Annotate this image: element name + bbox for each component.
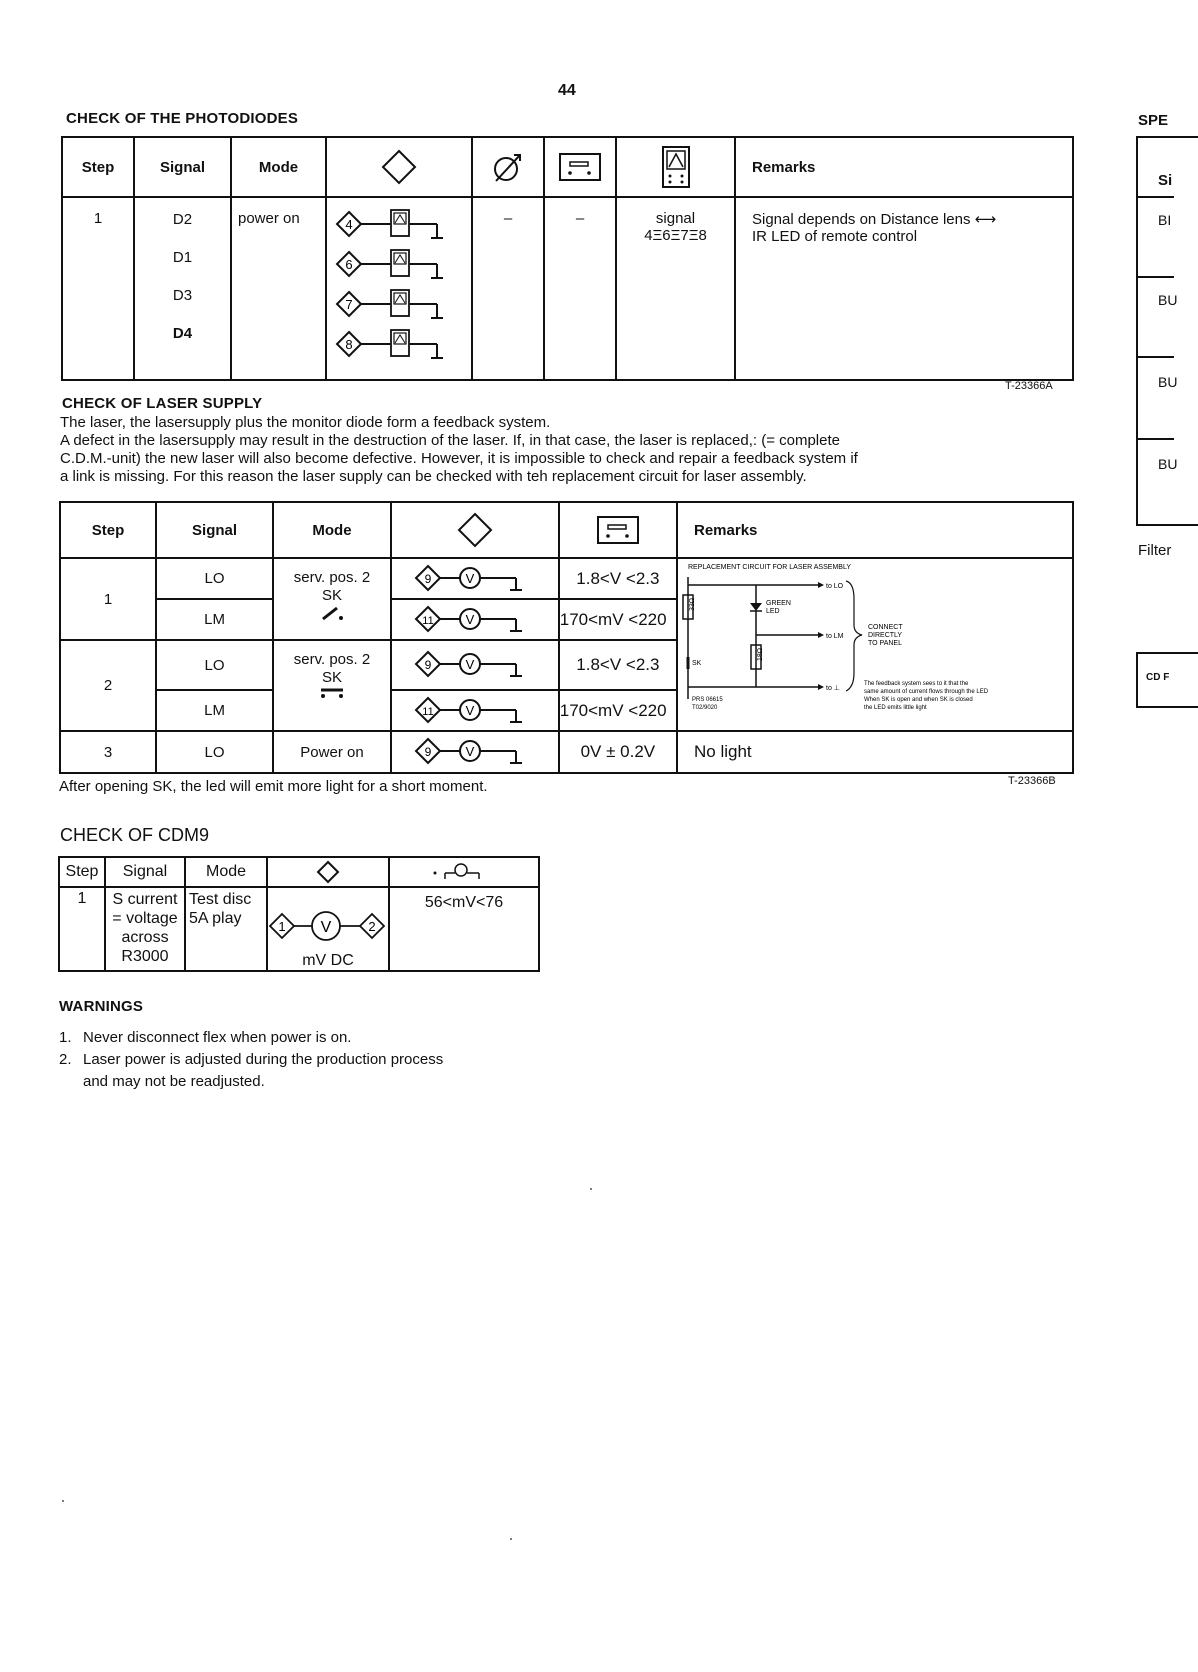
ls-header-probe xyxy=(391,502,559,558)
cdm9-signal-line-2: = voltage xyxy=(112,910,178,927)
probe-point-4: 4 xyxy=(345,217,353,232)
cdm9-mode-line-1: Test disc xyxy=(189,891,252,908)
ph-header-meter xyxy=(544,137,616,197)
adjacent-divider-4 xyxy=(1138,438,1174,440)
voltmeter-letter: V xyxy=(465,702,475,718)
voltmeter-letter: V xyxy=(465,744,475,759)
adjacent-divider-2 xyxy=(1138,276,1174,278)
signal-d2: D2 xyxy=(172,211,193,228)
ls-header-mode: Mode xyxy=(273,502,391,558)
warnings-list xyxy=(59,1027,443,1093)
ls-mode-2 xyxy=(273,640,391,731)
ls-value-1a: 1.8<V <2.3 xyxy=(559,558,677,599)
voltmeter-letter: V xyxy=(320,919,332,936)
switch-open-icon xyxy=(317,686,347,700)
probe-point-8: 8 xyxy=(345,337,353,352)
to-lo-label: to LO xyxy=(826,583,844,590)
cdm9-probe xyxy=(267,887,389,971)
paragraph-line-4: a link is missing. For this reason the laser supply can be checked with teh replacement circuit for laser assembly. xyxy=(60,468,807,485)
part-number-1: PRS 06615 xyxy=(692,697,723,703)
laser-supply-table xyxy=(59,501,1074,774)
probe-point-label: 9 xyxy=(424,571,432,586)
green-label: GREEN xyxy=(766,600,791,607)
adjacent-divider-1 xyxy=(1138,196,1174,198)
ls-header-remarks: Remarks xyxy=(677,502,1073,558)
cdm9-signal-line-3: across xyxy=(121,929,169,946)
probe-point-label: 11 xyxy=(422,705,434,718)
photodiodes-ref: T-23366A xyxy=(1005,380,1053,392)
ls-remarks-3: No light xyxy=(677,731,1073,773)
cdm9-header-step: Step xyxy=(59,857,105,887)
oscilloscope-icon xyxy=(661,145,691,189)
signal-d4: D4 xyxy=(172,325,193,342)
cdm9-table xyxy=(58,856,540,972)
probe-point-label: 11 xyxy=(422,614,434,627)
ls-probe-2a xyxy=(391,640,559,690)
ls-signal-2a: LO xyxy=(156,640,273,690)
ph-header-dc xyxy=(472,137,544,197)
probe-11-voltmeter xyxy=(416,603,546,637)
cdm9-signal xyxy=(105,887,185,971)
switch-closed-icon xyxy=(317,604,347,622)
note-line-4: the LED emits little light xyxy=(864,705,927,711)
probe-11-voltmeter xyxy=(416,694,546,728)
voltmeter-letter: V xyxy=(465,570,475,586)
cdm9-mode-line-2: 5A play xyxy=(189,910,242,927)
scan-speck xyxy=(590,1188,592,1190)
cdm9-header-probe xyxy=(267,857,389,887)
ph-step: 1 xyxy=(62,197,134,380)
sk-label: SK xyxy=(692,660,702,667)
to-gnd-label: to ⊥ xyxy=(826,685,840,692)
ls-header-signal: Signal xyxy=(156,502,273,558)
ls-mode-3: Power on xyxy=(273,731,391,773)
ph-dc-value: – xyxy=(472,197,544,380)
probe-diamond-icon xyxy=(379,147,419,187)
connect-line-3: TO PANEL xyxy=(868,640,902,647)
mode-serv-pos: serv. pos. 2 xyxy=(293,569,371,586)
probe-7-group xyxy=(337,290,443,318)
warning-item-1 xyxy=(59,1027,443,1049)
ls-probe-1b xyxy=(391,599,559,640)
cdm9-signal-line-4: R3000 xyxy=(121,948,169,965)
cdm9-mode xyxy=(185,887,267,971)
ph-header-step: Step xyxy=(62,137,134,197)
ph-signals xyxy=(134,197,231,380)
adjacent-col-header: Si xyxy=(1158,172,1173,189)
adjacent-row-4: BU xyxy=(1158,456,1178,472)
part-number-2: T02/9020 xyxy=(692,705,718,711)
cdm9-title: CHECK OF CDM9 xyxy=(60,825,210,845)
laser-supply-paragraph xyxy=(60,414,858,486)
probe-8-group xyxy=(337,330,443,358)
adjacent-row-1: BI xyxy=(1158,212,1172,228)
led-label: LED xyxy=(766,608,780,615)
warning-num-2: 2. xyxy=(59,1051,72,1068)
ls-value-2b: 170<mV <220 xyxy=(559,690,677,731)
ls-value-1b: 170<mV <220 xyxy=(559,599,677,640)
warning-text-1: Never disconnect flex when power is on. xyxy=(83,1029,352,1046)
to-lm-label: to LM xyxy=(826,633,844,640)
replacement-circuit-cell xyxy=(677,558,1073,731)
ls-signal-3: LO xyxy=(156,731,273,773)
paragraph-line-3: C.D.M.-unit) the new laser will also become defective. However, it is impossible to check and repair a feedback system if xyxy=(60,450,858,467)
cdm9-value: 56<mV<76 xyxy=(389,887,539,971)
signal-d1: D1 xyxy=(172,249,193,266)
page-number: 44 xyxy=(558,82,576,99)
probe-diamond-icon xyxy=(316,860,340,884)
probe-9-voltmeter xyxy=(416,562,546,596)
ph-probes xyxy=(326,197,472,380)
probe-point-6: 6 xyxy=(345,257,353,272)
remarks-line-1: Signal depends on Distance lens ⟷ xyxy=(752,211,997,228)
ls-signal-2b: LM xyxy=(156,690,273,731)
adjacent-divider-3 xyxy=(1138,356,1174,358)
scan-speck xyxy=(510,1538,512,1540)
probe-point-2: 2 xyxy=(368,919,376,934)
cdm9-header-meter xyxy=(389,857,539,887)
ph-header-mode: Mode xyxy=(231,137,326,197)
ph-remarks xyxy=(735,197,1073,380)
ph-scope-value xyxy=(616,197,735,380)
ls-signal-1a: LO xyxy=(156,558,273,599)
ls-step-3: 3 xyxy=(60,731,156,773)
scan-speck xyxy=(62,1500,64,1502)
adjacent-row-2: BU xyxy=(1158,292,1178,308)
resistor-18: 18Ω xyxy=(757,647,764,661)
resistor-33: 33Ω xyxy=(689,597,696,611)
ls-probe-1a xyxy=(391,558,559,599)
multimeter-icon xyxy=(596,515,640,545)
warnings-title: WARNINGS xyxy=(59,998,144,1015)
voltmeter-letter: V xyxy=(465,657,475,672)
ls-step-2: 2 xyxy=(60,640,156,731)
warning-text-3: and may not be readjusted. xyxy=(83,1073,265,1090)
remarks-line-2: IR LED of remote control xyxy=(752,228,918,245)
cdm9-step: 1 xyxy=(59,887,105,971)
mode-sk: SK xyxy=(321,669,342,686)
ls-header-step: Step xyxy=(60,502,156,558)
multimeter-icon xyxy=(558,152,602,182)
ph-header-scope xyxy=(616,137,735,197)
meter-probe-icon xyxy=(429,861,499,883)
cdm9-probe-diagram xyxy=(268,908,388,948)
warning-text-2: Laser power is adjusted during the production process xyxy=(83,1051,444,1068)
warning-item-3 xyxy=(59,1071,443,1093)
laser-supply-ref: T-23366B xyxy=(1008,775,1056,787)
probe-point-7: 7 xyxy=(345,297,353,312)
ls-step-1: 1 xyxy=(60,558,156,640)
warning-num-1: 1. xyxy=(59,1029,72,1046)
probe-4-group xyxy=(337,210,443,238)
paragraph-line-1: The laser, the lasersupply plus the monitor diode form a feedback system. xyxy=(60,414,551,431)
note-line-1: The feedback system sees to it that the xyxy=(864,681,969,687)
cdm9-header-mode: Mode xyxy=(185,857,267,887)
probe-9-voltmeter xyxy=(416,648,546,682)
mode-serv-pos: serv. pos. 2 xyxy=(293,651,371,668)
probe-point-label: 9 xyxy=(424,745,432,759)
ls-mode-1 xyxy=(273,558,391,640)
note-line-2: same amount of current flows through the LED xyxy=(864,689,989,695)
ls-value-3: 0V ± 0.2V xyxy=(559,731,677,773)
signal-d3: D3 xyxy=(172,287,193,304)
ph-meter-value: – xyxy=(544,197,616,380)
ls-header-meter xyxy=(559,502,677,558)
laser-footnote: After opening SK, the led will emit more light for a short moment. xyxy=(59,778,488,795)
ph-header-signal: Signal xyxy=(134,137,231,197)
note-line-3: When SK is open and when SK is closed xyxy=(864,697,973,703)
ls-signal-1b: LM xyxy=(156,599,273,640)
ph-mode: power on xyxy=(231,197,326,380)
adjacent-filter: Filter xyxy=(1138,542,1172,559)
scope-line-2: 4Ξ6Ξ7Ξ8 xyxy=(644,227,707,244)
cdm9-header-signal: Signal xyxy=(105,857,185,887)
scope-line-1: signal xyxy=(655,210,696,227)
probe-diamond-icon xyxy=(455,510,495,550)
paragraph-line-2: A defect in the lasersupply may result in the destruction of the laser. If, in that case, the laser is replaced,: (= complete xyxy=(60,432,840,449)
cdm9-signal-line-1: S current xyxy=(112,891,178,908)
ls-probe-3 xyxy=(391,731,559,773)
ls-value-2a: 1.8<V <2.3 xyxy=(559,640,677,690)
cdm9-unit: mV DC xyxy=(302,952,354,969)
probe-9-voltmeter xyxy=(416,735,546,769)
probe-6-group xyxy=(337,250,443,278)
photodiodes-title: CHECK OF THE PHOTODIODES xyxy=(66,110,299,127)
connect-line-2: DIRECTLY xyxy=(868,632,903,639)
photodiode-probe-diagram xyxy=(337,204,467,374)
replacement-circuit-diagram xyxy=(678,559,1072,725)
circuit-title: REPLACEMENT CIRCUIT FOR LASER ASSEMBLY xyxy=(688,564,851,571)
probe-point-1: 1 xyxy=(278,919,286,934)
adjacent-row-3: BU xyxy=(1158,374,1178,390)
probe-point-label: 9 xyxy=(424,658,432,672)
connect-line-1: CONNECT xyxy=(868,624,903,631)
adjust-icon xyxy=(488,149,528,185)
voltmeter-letter: V xyxy=(465,611,475,627)
ph-header-probe xyxy=(326,137,472,197)
warning-item-2 xyxy=(59,1049,443,1071)
adjacent-cd-label: CD F xyxy=(1146,672,1170,683)
ph-header-remarks: Remarks xyxy=(735,137,1073,197)
mode-sk: SK xyxy=(321,587,342,604)
photodiodes-table xyxy=(61,136,1074,381)
adjacent-header: SPE xyxy=(1138,112,1169,129)
ls-probe-2b xyxy=(391,690,559,731)
laser-supply-title: CHECK OF LASER SUPPLY xyxy=(62,395,263,412)
